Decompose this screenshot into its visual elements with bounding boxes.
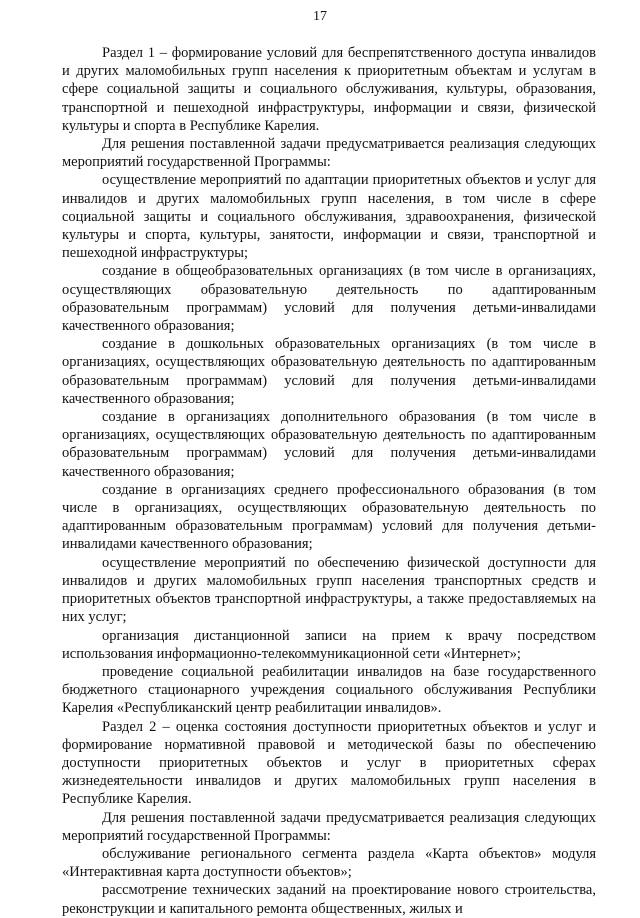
paragraph-list-item: обслуживание регионального сегмента раздела «Карта объектов» модуля «Интерактивная карта доступности объектов»; <box>62 845 596 881</box>
paragraph-list-item: организация дистанционной записи на прием к врачу посредством использования информационно-телекоммуникационной сети «Интернет»; <box>62 627 596 662</box>
paragraph-list-item: создание в организациях среднего профессионального образования (в том числе в организациях, осуществляющих образовательную деятельность по адаптированным образовательным программам) условий для получения детьми-инвалидами качественного образования; <box>62 481 596 553</box>
document-body <box>62 44 596 918</box>
paragraph-list-item: рассмотрение технических заданий на проектирование нового строительства, реконструкции и капитального ремонта общественных, жилых и <box>62 882 596 917</box>
paragraph-measures-intro: Для решения поставленной задачи предусматривается реализация следующих мероприятий государственной Программы: <box>62 809 596 844</box>
paragraph-list-item: создание в организациях дополнительного образования (в том числе в организациях, осуществляющих образовательную деятельность по адаптированным образовательным программам) условий для получения детьми-инвалидами качественного образования; <box>62 409 596 480</box>
paragraph-section-1: Раздел 1 – формирование условий для беспрепятственного доступа инвалидов и других маломобильных групп населения к приоритетным объектам и услугам в сфере социальной защиты и социального обслуживания, культуры, образования, транспортной и пешеходной инфраструктуры, информации и связи, физической культуры и спорта в Республике Карелия. <box>62 45 596 134</box>
paragraph-list-item: создание в общеобразовательных организациях (в том числе в организациях, осуществляющих образовательную деятельность по адаптированным образовательным программам) условий для получения детьми-инвалидами качественного образования; <box>62 263 596 335</box>
paragraph-list-item: осуществление мероприятий по адаптации приоритетных объектов и услуг для инвалидов и других маломобильных групп населения, в том числе в сфере социальной защиты и социального обслуживания, здравоохранения, физической культуры и спорта, культуры, занятости, информации и связи, транспортной и пешеходной инфраструктуры; <box>62 172 596 262</box>
paragraph-section-2: Раздел 2 – оценка состояния доступности приоритетных объектов и услуг и формирование нормативной правовой и методической базы по обеспечению доступности приоритетных объектов и услуг в приоритетных сферах жизнедеятельности инвалидов и других маломобильных групп населения в Республике Карелия. <box>62 718 596 808</box>
paragraph-measures-intro: Для решения поставленной задачи предусматривается реализация следующих мероприятий государственной Программы: <box>62 136 596 171</box>
page-number: 17 <box>313 9 327 24</box>
paragraph-list-item: проведение социальной реабилитации инвалидов на базе государственного бюджетного стационарного учреждения социального обслуживания Республики Карелия «Республиканский центр реабилитации инвалидов». <box>62 663 596 717</box>
paragraph-list-item: создание в дошкольных образовательных организациях (в том числе в организациях, осуществляющих образовательную деятельность по адаптированным образовательным программам) условий для получения детьми-инвалидами качественного образования; <box>62 336 596 407</box>
paragraph-list-item: осуществление мероприятий по обеспечению физической доступности для инвалидов и других маломобильных групп населения транспортных средств и приоритетных объектов транспортной инфраструктуры, а также предоставляемых на них услуг; <box>62 554 596 626</box>
